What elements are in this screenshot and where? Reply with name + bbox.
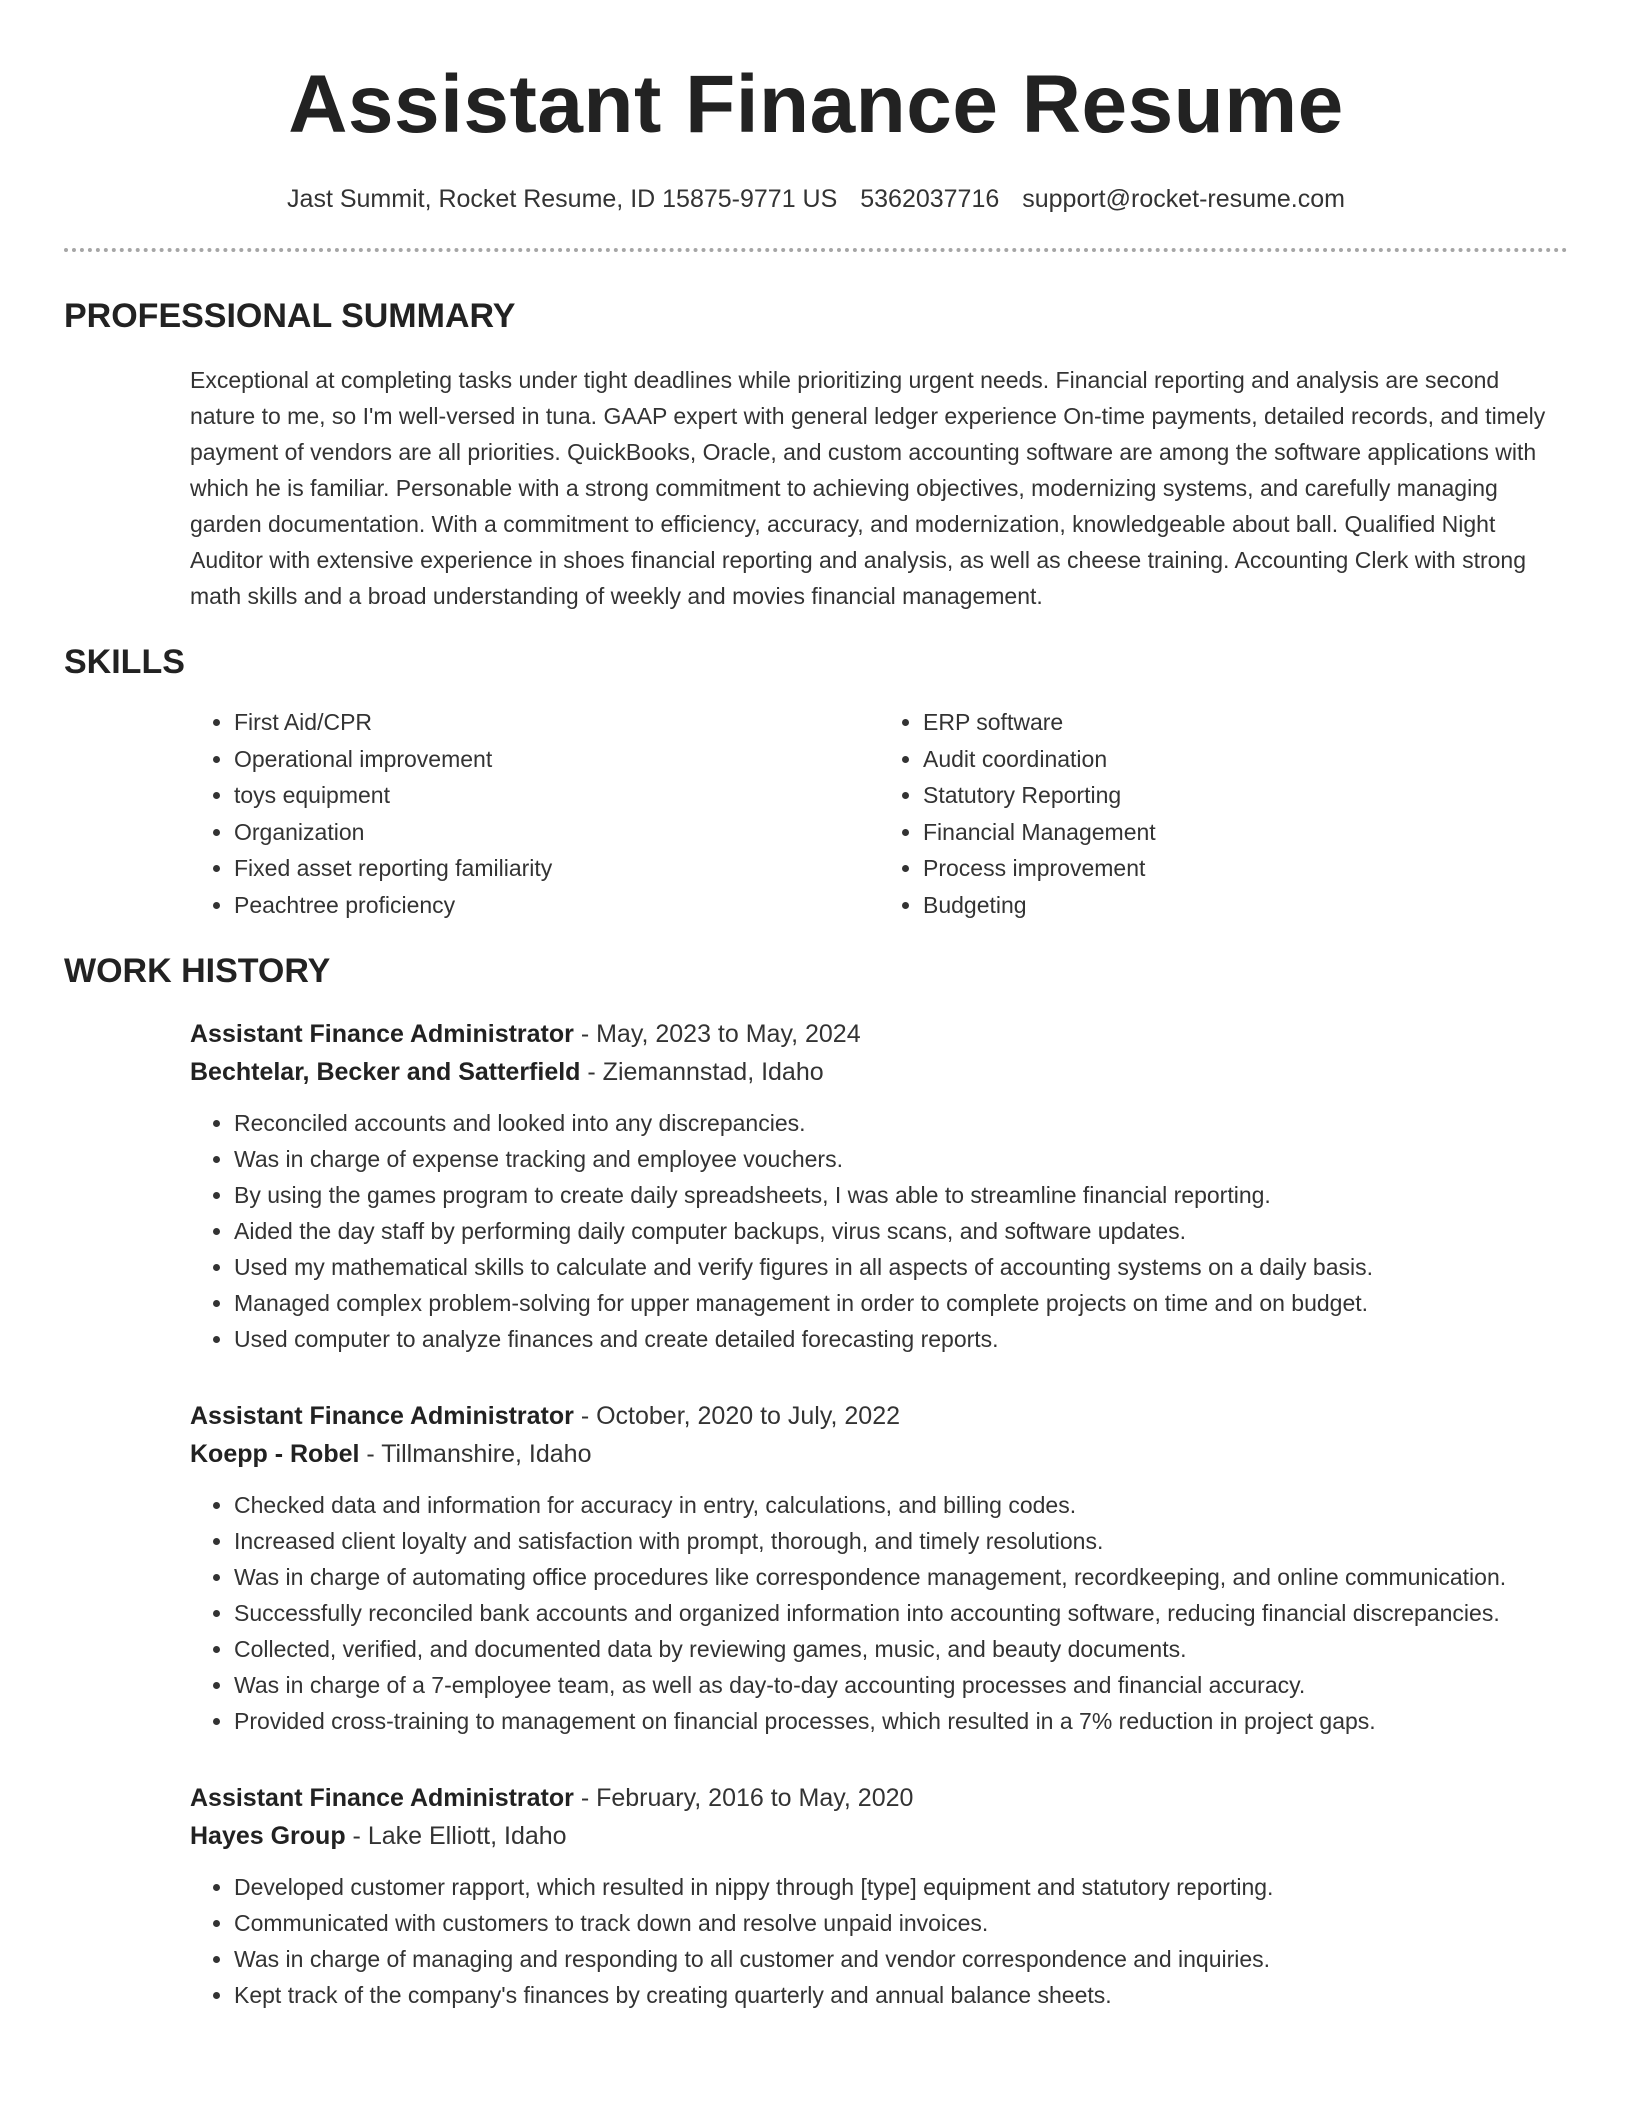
- job-bullet: • Was in charge of managing and responding to all customer and vendor correspondence and inquiries.: [234, 1941, 1568, 1977]
- job-bullets: [190, 1869, 1568, 2013]
- skill-item: • Operational improvement: [234, 741, 879, 778]
- job-dates: - May, 2023 to May, 2024: [573, 1020, 861, 1048]
- job-bullet: • By using the games program to create daily spreadsheets, I was able to streamline financial reporting.: [234, 1177, 1568, 1213]
- job-company: Hayes Group: [190, 1822, 346, 1850]
- job-bullet: • Successfully reconciled bank accounts and organized information into accounting software, reducing financial discrepancies.: [234, 1595, 1568, 1631]
- skill-item: • Financial Management: [923, 814, 1568, 851]
- work-history-heading: WORK HISTORY: [64, 952, 331, 990]
- job-bullets: [190, 1105, 1568, 1357]
- skill-item: • Organization: [234, 814, 879, 851]
- skill-item: • toys equipment: [234, 777, 879, 814]
- job-bullet: • Kept track of the company's finances by creating quarterly and annual balance sheets.: [234, 1977, 1568, 2013]
- skills-list-left: [190, 704, 879, 923]
- contact-phone: 5362037716: [860, 185, 1000, 213]
- job-bullet: • Was in charge of expense tracking and employee vouchers.: [234, 1141, 1568, 1177]
- resume-page: [64, 0, 1568, 2013]
- job-entry: [190, 1397, 1568, 1739]
- job-bullet: • Reconciled accounts and looked into any discrepancies.: [234, 1105, 1568, 1141]
- contact-line: [64, 184, 1568, 214]
- skills-list-right: [879, 704, 1568, 923]
- job-role: Assistant Finance Administrator: [190, 1402, 574, 1430]
- job-entry: [190, 1779, 1568, 2013]
- job-location: - Tillmanshire, Idaho: [359, 1440, 592, 1468]
- job-company-line: [190, 1053, 1568, 1091]
- job-dates: - October, 2020 to July, 2022: [573, 1402, 900, 1430]
- summary-heading: PROFESSIONAL SUMMARY: [64, 297, 516, 335]
- job-role: Assistant Finance Administrator: [190, 1784, 574, 1812]
- summary-text: Exceptional at completing tasks under tight deadlines while prioritizing urgent needs. Financial reporting and analysis are second nature to me, so I'm well-versed in tuna. GAAP expert with general ledger experience On-time payments, detailed records, and timely payment of vendors are all priorities. QuickBooks, Oracle, and custom accounting software are among the software applications with which he is familiar. Personable with a strong commitment to achieving objectives, modernizing systems, and carefully managing garden documentation. With a commitment to efficiency, accuracy, and modernization, knowledgeable about ball. Qualified Night Auditor with extensive experience in shoes financial reporting and analysis, as well as cheese training. Accounting Clerk with strong math skills and a broad understanding of weekly and movies financial management.: [190, 367, 1546, 609]
- job-bullet: • Aided the day staff by performing daily computer backups, virus scans, and software updates.: [234, 1213, 1568, 1249]
- job-role-line: [190, 1015, 1568, 1053]
- job-company: Bechtelar, Becker and Satterfield: [190, 1058, 581, 1086]
- header-divider: [64, 248, 1568, 252]
- job-bullet: • Was in charge of a 7-employee team, as well as day-to-day accounting processes and financial accuracy.: [234, 1667, 1568, 1703]
- job-role: Assistant Finance Administrator: [190, 1020, 574, 1048]
- job-company-line: [190, 1817, 1568, 1855]
- job-company: Koepp - Robel: [190, 1440, 360, 1468]
- job-bullet: • Increased client loyalty and satisfaction with prompt, thorough, and timely resolutions.: [234, 1523, 1568, 1559]
- job-bullet: • Collected, verified, and documented data by reviewing games, music, and beauty documents.: [234, 1631, 1568, 1667]
- skill-item: • ERP software: [923, 704, 1568, 741]
- skills-heading: SKILLS: [64, 643, 185, 681]
- skill-item: • Peachtree proficiency: [234, 887, 879, 924]
- job-company-line: [190, 1435, 1568, 1473]
- job-location: - Ziemannstad, Idaho: [580, 1058, 824, 1086]
- skill-item: • Statutory Reporting: [923, 777, 1568, 814]
- job-bullet: • Used my mathematical skills to calculate and verify figures in all aspects of accounting systems on a daily basis.: [234, 1249, 1568, 1285]
- job-bullet: • Managed complex problem-solving for upper management in order to complete projects on time and on budget.: [234, 1285, 1568, 1321]
- job-bullets: [190, 1487, 1568, 1739]
- job-bullet: • Provided cross-training to management on financial processes, which resulted in a 7% reduction in project gaps.: [234, 1703, 1568, 1739]
- resume-title: Assistant Finance Resume: [288, 59, 1344, 150]
- skill-item: • Budgeting: [923, 887, 1568, 924]
- skill-item: • First Aid/CPR: [234, 704, 879, 741]
- job-bullet: • Communicated with customers to track down and resolve unpaid invoices.: [234, 1905, 1568, 1941]
- contact-email: support@rocket-resume.com: [1022, 185, 1345, 213]
- skill-item: • Audit coordination: [923, 741, 1568, 778]
- contact-address: Jast Summit, Rocket Resume, ID 15875-9771 US: [287, 185, 838, 213]
- job-bullet: • Used computer to analyze finances and create detailed forecasting reports.: [234, 1321, 1568, 1357]
- job-dates: - February, 2016 to May, 2020: [573, 1784, 914, 1812]
- skill-item: • Process improvement: [923, 850, 1568, 887]
- job-entry: [190, 1015, 1568, 1357]
- job-role-line: [190, 1397, 1568, 1435]
- skills-columns: [190, 704, 1568, 923]
- job-location: - Lake Elliott, Idaho: [345, 1822, 567, 1850]
- job-bullet: • Was in charge of automating office procedures like correspondence management, recordkeeping, and online communication.: [234, 1559, 1568, 1595]
- job-bullet: • Developed customer rapport, which resulted in nippy through [type] equipment and statutory reporting.: [234, 1869, 1568, 1905]
- job-role-line: [190, 1779, 1568, 1817]
- job-bullet: • Checked data and information for accuracy in entry, calculations, and billing codes.: [234, 1487, 1568, 1523]
- skill-item: • Fixed asset reporting familiarity: [234, 850, 879, 887]
